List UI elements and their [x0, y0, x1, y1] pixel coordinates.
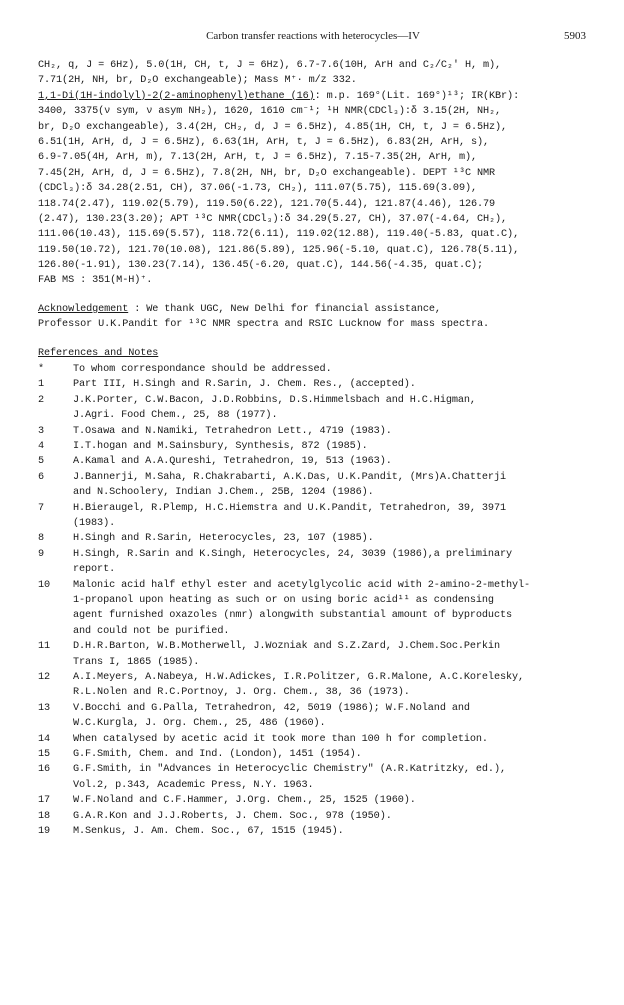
text-line: 6.51(1H, ArH, d, J = 6.5Hz), 6.63(1H, ArH, t, J = 6.5Hz), 6.83(2H, ArH, s), [38, 136, 490, 148]
reference-item [38, 762, 598, 793]
text-line: 6.9-7.05(4H, ArH, m), 7.13(2H, ArH, t, J = 6.5Hz), 7.15-7.35(2H, ArH, m), [38, 152, 477, 164]
text-line: FAB MS : 351(M-H)⁺. [38, 275, 153, 287]
reference-item [38, 547, 598, 578]
reference-number: 15 [38, 748, 51, 760]
compound-title: 1,1-Di(1H-indolyl)-2(2-aminophenyl)ethane (16) [38, 90, 315, 102]
reference-item [38, 824, 598, 839]
reference-number: 5 [38, 456, 45, 468]
reference-item [38, 793, 598, 808]
text-line: 111.06(10.43), 115.69(5.57), 118.72(6.11), 119.02(12.88), 119.40(-5.83, quat.C), [38, 229, 520, 241]
reference-text [73, 393, 598, 424]
reference-number: 9 [38, 548, 45, 560]
article-body [38, 58, 598, 839]
reference-number: 4 [38, 441, 45, 453]
reference-text [73, 470, 598, 501]
reference-line: H.Bieraugel, R.Plemp, H.C.Hiemstra and U.K.Pandit, Tetrahedron, 39, 3971 [73, 502, 506, 514]
references-heading-line [38, 346, 598, 361]
reference-line: T.Osawa and N.Namiki, Tetrahedron Lett., 4719 (1983). [73, 425, 392, 437]
reference-line: When catalysed by acetic acid it took more than 100 h for completion. [73, 733, 488, 745]
compound-paragraph [38, 89, 598, 289]
reference-line: H.Singh, R.Sarin and K.Singh, Heterocycles, 24, 3039 (1986),a preliminary [73, 548, 512, 560]
page-number: 5903 [564, 30, 586, 42]
text-line: br, D₂O exchangeable), 3.4(2H, CH₂, d, J = 6.5Hz), 4.85(1H, CH, t, J = 6.5Hz), [38, 121, 508, 133]
reference-list [38, 362, 598, 839]
reference-text [73, 454, 598, 469]
reference-item [38, 809, 598, 824]
reference-item [38, 531, 598, 546]
text-line: 7.71(2H, NH, br, D₂O exchangeable); Mass M⁺· m/z 332. [38, 75, 357, 87]
reference-line: M.Senkus, J. Am. Chem. Soc., 67, 1515 (1945). [73, 825, 344, 837]
reference-line: Trans I, 1865 (1985). [73, 656, 200, 668]
reference-line: To whom correspondance should be addressed. [73, 364, 332, 376]
reference-item [38, 454, 598, 469]
reference-line: agent furnished oxazoles (nmr) alongwith substantial amount of byproducts [73, 610, 512, 622]
reference-text [73, 578, 598, 640]
reference-line: (1983). [73, 518, 116, 530]
reference-item [38, 732, 598, 747]
text-line: (CDCl₃):δ 34.28(2.51, CH), 37.06(-1.73, CH₂), 111.07(5.75), 115.69(3.09), [38, 183, 477, 195]
reference-item [38, 578, 598, 640]
reference-line: Vol.2, p.343, Academic Press, N.Y. 1963. [73, 779, 314, 791]
reference-line: G.A.R.Kon and J.J.Roberts, J. Chem. Soc., 978 (1950). [73, 810, 392, 822]
reference-number: 17 [38, 795, 51, 807]
reference-line: V.Bocchi and G.Palla, Tetrahedron, 42, 5019 (1986); W.F.Noland and [73, 702, 470, 714]
reference-line: report. [73, 564, 116, 576]
reference-number: 6 [38, 471, 45, 483]
reference-item [38, 424, 598, 439]
reference-line: H.Singh and R.Sarin, Heterocycles, 23, 107 (1985). [73, 533, 374, 545]
text-line: Professor U.K.Pandit for ¹³C NMR spectra and RSIC Lucknow for mass spectra. [38, 319, 490, 331]
running-title: Carbon transfer reactions with heterocycles—IV [206, 30, 420, 42]
text-line: 118.74(2.47), 119.02(5.79), 119.50(6.22), 121.70(5.44), 121.87(4.46), 126.79 [38, 198, 496, 210]
reference-number: 11 [38, 641, 51, 653]
reference-line: J.Agri. Food Chem., 25, 88 (1977). [73, 410, 278, 422]
reference-text [73, 531, 598, 546]
text-line: 7.45(2H, ArH, d, J = 6.5Hz), 7.8(2H, NH, br, D₂O exchangeable). DEPT ¹³C NMR [38, 167, 496, 179]
reference-number: 8 [38, 533, 45, 545]
reference-line: and could not be purified. [73, 625, 230, 637]
reference-line: 1-propanol upon heating as such or on using boric acid¹¹ as condensing [73, 594, 494, 606]
reference-text [73, 809, 598, 824]
references-section [38, 346, 598, 840]
reference-item [38, 670, 598, 701]
reference-item [38, 393, 598, 424]
reference-text [73, 824, 598, 839]
text-line: 3400, 3375(ν sym, ν asym NH₂), 1620, 1610 cm⁻¹; ¹H NMR(CDCl₃):δ 3.15(2H, NH₂, [38, 106, 502, 118]
reference-item [38, 639, 598, 670]
reference-line: Malonic acid half ethyl ester and acetylglycolic acid with 2-amino-2-methyl- [73, 579, 531, 591]
continuation-paragraph [38, 58, 598, 89]
reference-item [38, 362, 598, 377]
reference-line: A.I.Meyers, A.Nabeya, H.W.Adickes, I.R.Politzer, G.R.Malone, A.C.Korelesky, [73, 671, 525, 683]
acknowledgement-section [38, 302, 598, 333]
compound-title-line [38, 89, 598, 104]
reference-text [73, 377, 598, 392]
reference-text [73, 762, 598, 793]
acknowledgement-rest: : We thank UGC, New Delhi for financial assistance, [128, 303, 441, 315]
reference-text [73, 639, 598, 670]
reference-text [73, 547, 598, 578]
reference-item [38, 439, 598, 454]
reference-line: W.F.Noland and C.F.Hammer, J.Org. Chem., 25, 1525 (1960). [73, 795, 416, 807]
reference-line: Part III, H.Singh and R.Sarin, J. Chem. Res., (accepted). [73, 379, 416, 391]
reference-item [38, 377, 598, 392]
text-line: 119.50(10.72), 121.70(10.08), 121.86(5.89), 125.96(-5.10, quat.C), 126.78(5.11), [38, 244, 520, 256]
reference-text [73, 701, 598, 732]
compound-title-rest: : m.p. 169°(Lit. 169°)¹³; IR(KBr): [314, 90, 520, 102]
references-heading: References and Notes [38, 347, 159, 359]
reference-text [73, 793, 598, 808]
reference-line: and N.Schoolery, Indian J.Chem., 25B, 1204 (1986). [73, 487, 374, 499]
reference-number: 18 [38, 810, 51, 822]
reference-line: G.F.Smith, Chem. and Ind. (London), 1451 (1954). [73, 748, 362, 760]
reference-number: 13 [38, 702, 51, 714]
reference-line: J.K.Porter, C.W.Bacon, J.D.Robbins, D.S.Himmelsbach and H.C.Higman, [73, 394, 476, 406]
reference-text [73, 439, 598, 454]
reference-number: 14 [38, 733, 51, 745]
reference-number: 10 [38, 579, 51, 591]
reference-item [38, 501, 598, 532]
reference-text [73, 501, 598, 532]
text-line: (2.47), 130.23(3.20); APT ¹³C NMR(CDCl₃):δ 34.29(5.27, CH), 37.07(-4.64, CH₂), [38, 213, 508, 225]
reference-number: 16 [38, 764, 51, 776]
reference-number: 3 [38, 425, 45, 437]
reference-text [73, 732, 598, 747]
acknowledgement-first-line [38, 302, 598, 317]
reference-number: 19 [38, 825, 51, 837]
reference-number: 7 [38, 502, 45, 514]
reference-text [73, 424, 598, 439]
reference-item [38, 701, 598, 732]
reference-number: 1 [38, 379, 45, 391]
reference-line: G.F.Smith, in "Advances in Heterocyclic Chemistry" (A.R.Katritzky, ed.), [73, 764, 506, 776]
reference-item [38, 747, 598, 762]
text-line: CH₂, q, J = 6Hz), 5.0(1H, CH, t, J = 6Hz), 6.7-7.6(10H, ArH and C₂/C₂' H, m), [38, 60, 502, 71]
acknowledgement-heading: Acknowledgement [38, 303, 129, 315]
reference-line: I.T.hogan and M.Sainsbury, Synthesis, 872 (1985). [73, 441, 368, 453]
reference-line: W.C.Kurgla, J. Org. Chem., 25, 486 (1960). [73, 718, 326, 730]
reference-number: 2 [38, 394, 45, 406]
reference-line: D.H.R.Barton, W.B.Motherwell, J.Wozniak and S.Z.Zard, J.Chem.Soc.Perkin [73, 641, 500, 653]
reference-line: A.Kamal and A.A.Qureshi, Tetrahedron, 19, 513 (1963). [73, 456, 392, 468]
reference-item [38, 470, 598, 501]
reference-number: 12 [38, 671, 51, 683]
reference-text [73, 670, 598, 701]
reference-line: R.L.Nolen and R.C.Portnoy, J. Org. Chem., 38, 36 (1973). [73, 687, 410, 699]
running-header [40, 30, 586, 46]
reference-text [73, 747, 598, 762]
reference-line: J.Bannerji, M.Saha, R.Chakrabarti, A.K.Das, U.K.Pandit, (Mrs)A.Chatterji [73, 471, 506, 483]
reference-number: * [38, 364, 45, 376]
reference-text [73, 362, 598, 377]
text-line: 126.80(-1.91), 130.23(7.14), 136.45(-6.20, quat.C), 144.56(-4.35, quat.C); [38, 260, 483, 272]
